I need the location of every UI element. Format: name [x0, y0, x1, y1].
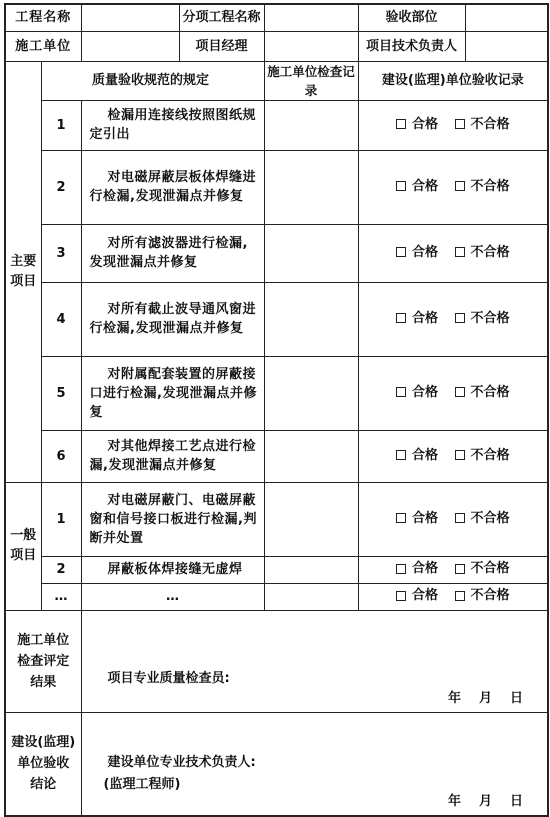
construction-unit-value[interactable]: [81, 31, 179, 61]
verify-cell: [358, 583, 548, 610]
item-text: [81, 282, 264, 356]
table-row: [5, 356, 548, 430]
general-items-label-line1: 一般: [10, 528, 37, 543]
sub-project-label: 分项工程名称: [179, 4, 264, 31]
main-items-label-line1: 主要: [10, 253, 37, 269]
table-row: [5, 100, 548, 150]
construction-record-header: 施工单位检查记录: [264, 61, 358, 100]
checkbox-icon: [396, 513, 406, 523]
construction-record-cell[interactable]: [264, 100, 358, 150]
item-text: [81, 224, 264, 282]
item-text: [81, 100, 264, 150]
fail-checkbox[interactable]: [455, 559, 510, 578]
fail-label: 不合格: [470, 178, 510, 194]
checkbox-icon: [396, 313, 406, 323]
pass-checkbox[interactable]: [396, 383, 438, 402]
item-number: 1: [41, 100, 81, 150]
checkbox-icon: [396, 119, 406, 129]
construction-result-label-line2: 检查评定: [17, 653, 70, 669]
date-month-label: 月: [479, 794, 493, 809]
tech-lead-signature-label: 建设单位专业技术负责人:: [107, 754, 256, 770]
item-text-content: 对所有截止波导通风窗进行检漏,发现泄漏点并修复: [89, 302, 257, 336]
verify-cell: [358, 482, 548, 556]
construction-record-cell[interactable]: [264, 583, 358, 610]
fail-checkbox[interactable]: [455, 309, 510, 328]
fail-checkbox[interactable]: [455, 509, 510, 528]
checkbox-icon: [396, 564, 406, 574]
construction-result-label-line1: 施工单位: [17, 632, 70, 648]
main-items-label: [5, 61, 41, 482]
construction-result-date: [430, 689, 523, 708]
item-text-content: 对电磁屏蔽层板体焊缝进行检漏,发现泄漏点并修复: [89, 170, 257, 204]
tech-lead-label: 项目技术负责人: [358, 31, 465, 61]
date-day-label: 日: [510, 794, 524, 809]
verify-cell: [358, 356, 548, 430]
fail-label: 不合格: [470, 384, 510, 400]
pass-checkbox[interactable]: [396, 586, 438, 605]
pass-checkbox[interactable]: [396, 309, 438, 328]
item-text: [81, 556, 264, 583]
construction-unit-label: 施工单位: [5, 31, 81, 61]
supervision-result-label-line2: 单位验收: [17, 756, 70, 772]
table-row: [5, 556, 548, 583]
date-day-label: 日: [510, 690, 524, 706]
supervision-engineer-label: (监理工程师): [103, 776, 181, 792]
spec-column-header: 质量验收规范的规定: [41, 61, 264, 100]
construction-record-cell[interactable]: [264, 430, 358, 482]
verify-cell: [358, 150, 548, 224]
verify-cell: [358, 556, 548, 583]
checkbox-icon: [455, 564, 465, 574]
table-row: [5, 583, 548, 610]
supervision-record-header: 建设(监理)单位验收记录: [358, 61, 548, 100]
project-name-value[interactable]: [81, 4, 179, 31]
pass-checkbox[interactable]: [396, 177, 438, 196]
checkbox-icon: [396, 247, 406, 257]
table-row: [5, 482, 548, 556]
acceptance-part-label: 验收部位: [358, 4, 465, 31]
item-text: [81, 482, 264, 556]
pass-label: 合格: [411, 447, 438, 463]
pass-checkbox[interactable]: [396, 115, 438, 134]
fail-label: 不合格: [470, 116, 510, 132]
construction-record-cell[interactable]: [264, 224, 358, 282]
supervision-result-cell[interactable]: [81, 712, 548, 816]
item-text-content: 检漏用连接线按照图纸规定引出: [89, 108, 257, 142]
item-number: 2: [41, 556, 81, 583]
pass-checkbox[interactable]: [396, 559, 438, 578]
item-number: 1: [41, 482, 81, 556]
checkbox-icon: [455, 313, 465, 323]
supervision-result-label-line1: 建设(监理): [11, 735, 76, 751]
fail-checkbox[interactable]: [455, 115, 510, 134]
item-number: 6: [41, 430, 81, 482]
verify-cell: [358, 224, 548, 282]
item-text-content: 对电磁屏蔽门、电磁屏蔽窗和信号接口板进行检漏,判断并处置: [89, 492, 257, 546]
project-manager-label: 项目经理: [179, 31, 264, 61]
supervision-result-label: [5, 712, 81, 816]
fail-label: 不合格: [470, 561, 510, 577]
tech-lead-value[interactable]: [465, 31, 548, 61]
pass-label: 合格: [411, 116, 438, 132]
item-text-content: 对所有滤波器进行检漏,发现泄漏点并修复: [89, 236, 248, 270]
construction-result-label-line3: 结果: [30, 674, 57, 690]
checkbox-icon: [455, 513, 465, 523]
pass-label: 合格: [411, 310, 438, 326]
project-name-label: 工程名称: [5, 4, 81, 31]
item-text-content: 对附属配套装置的屏蔽接口进行检漏,发现泄漏点并修复: [89, 366, 257, 420]
quality-inspector-signature-label: 项目专业质量检查员:: [107, 670, 230, 686]
item-text: [81, 356, 264, 430]
item-number: 4: [41, 282, 81, 356]
fail-checkbox[interactable]: [455, 586, 510, 605]
item-number: 5: [41, 356, 81, 430]
supervision-result-row: [5, 712, 548, 816]
construction-record-cell[interactable]: [264, 356, 358, 430]
fail-checkbox[interactable]: [455, 446, 510, 465]
construction-result-cell[interactable]: [81, 610, 548, 712]
table-row: [5, 430, 548, 482]
fail-label: 不合格: [470, 510, 510, 526]
pass-label: 合格: [411, 178, 438, 194]
supervision-result-label-line3: 结论: [30, 777, 57, 793]
date-year-label: 年: [447, 690, 461, 706]
item-text: …: [81, 583, 264, 610]
fail-checkbox[interactable]: [455, 177, 510, 196]
checkbox-icon: [455, 247, 465, 257]
fail-label: 不合格: [470, 447, 510, 463]
checkbox-icon: [396, 591, 406, 601]
supervision-result-date: [430, 792, 523, 811]
fail-label: 不合格: [470, 244, 510, 260]
verify-cell: [358, 100, 548, 150]
project-manager-value[interactable]: [264, 31, 358, 61]
checkbox-icon: [455, 591, 465, 601]
date-year-label: 年: [447, 794, 461, 809]
table-row: [5, 224, 548, 282]
fail-label: 不合格: [470, 310, 510, 326]
construction-result-row: [5, 610, 548, 712]
pass-label: 合格: [411, 588, 438, 604]
checkbox-icon: [396, 450, 406, 460]
acceptance-part-value[interactable]: [465, 4, 548, 31]
construction-record-cell[interactable]: [264, 282, 358, 356]
checkbox-icon: [396, 387, 406, 397]
verify-cell: [358, 282, 548, 356]
item-number: 3: [41, 224, 81, 282]
fail-checkbox[interactable]: [455, 383, 510, 402]
construction-record-cell[interactable]: [264, 150, 358, 224]
pass-label: 合格: [411, 510, 438, 526]
pass-checkbox[interactable]: [396, 446, 438, 465]
checkbox-icon: [455, 181, 465, 191]
acceptance-table: [4, 3, 549, 817]
item-number: 2: [41, 150, 81, 224]
pass-label: 合格: [411, 384, 438, 400]
pass-checkbox[interactable]: [396, 243, 438, 262]
sub-project-value[interactable]: [264, 4, 358, 31]
pass-checkbox[interactable]: [396, 509, 438, 528]
fail-label: 不合格: [470, 588, 510, 604]
item-text-content: 对其他焊接工艺点进行检漏,发现泄漏点并修复: [89, 439, 257, 473]
general-items-label: [5, 482, 41, 610]
construction-record-cell[interactable]: [264, 556, 358, 583]
construction-record-cell[interactable]: [264, 482, 358, 556]
pass-label: 合格: [411, 561, 438, 577]
construction-result-label: [5, 610, 81, 712]
verify-cell: [358, 430, 548, 482]
fail-checkbox[interactable]: [455, 243, 510, 262]
checkbox-icon: [396, 181, 406, 191]
checkbox-icon: [455, 119, 465, 129]
item-text: [81, 430, 264, 482]
general-items-label-line2: 项目: [10, 548, 37, 563]
pass-label: 合格: [411, 244, 438, 260]
item-text: [81, 150, 264, 224]
item-number: …: [41, 583, 81, 610]
checkbox-icon: [455, 450, 465, 460]
table-row: [5, 150, 548, 224]
date-month-label: 月: [479, 690, 493, 706]
item-text-content: 屏蔽板体焊接缝无虚焊: [107, 562, 243, 577]
main-items-label-line2: 项目: [10, 273, 37, 289]
checkbox-icon: [455, 387, 465, 397]
table-row: [5, 282, 548, 356]
